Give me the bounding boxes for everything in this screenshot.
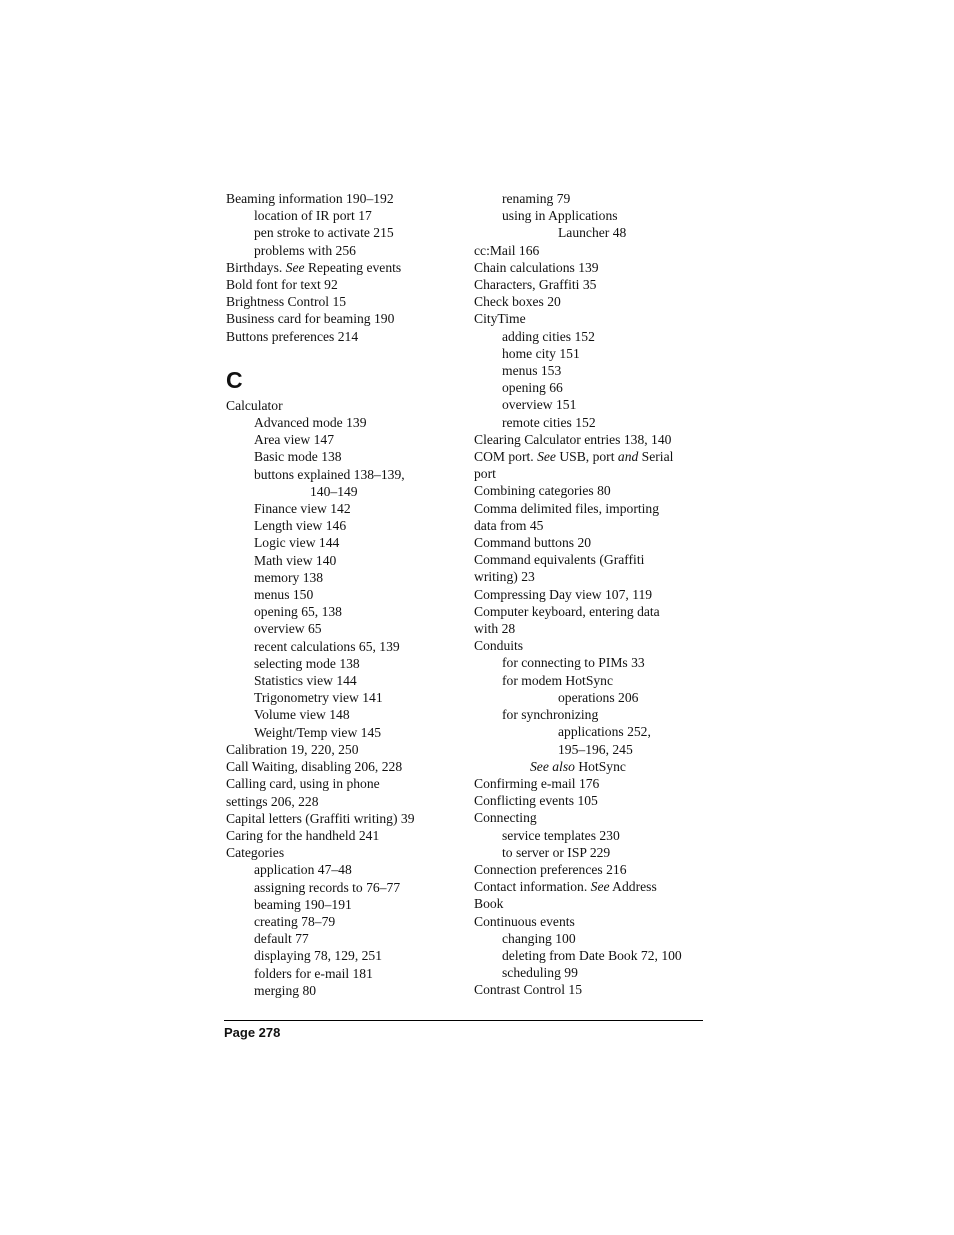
index-entry: service templates 230 xyxy=(502,827,620,843)
entry-text: Contact information. xyxy=(474,879,591,895)
index-entry: Trigonometry view 141 xyxy=(254,690,383,706)
index-entry: beaming 190–191 xyxy=(254,896,352,912)
index-entry: Statistics view 144 xyxy=(254,673,357,689)
index-entry: Capital letters (Graffiti writing) 39 xyxy=(226,810,415,826)
index-entry-com-port-cont: port xyxy=(474,466,496,482)
index-entry: Comma delimited files, importing xyxy=(474,500,660,516)
index-entry: for synchronizing xyxy=(502,707,599,723)
index-entry: overview 65 xyxy=(254,621,322,637)
index-entry: displaying 78, 129, 251 xyxy=(254,948,383,964)
index-entry: Confirming e-mail 176 xyxy=(474,775,600,791)
index-entry: Buttons preferences 214 xyxy=(226,328,359,344)
entry-text: USB, port xyxy=(555,449,618,465)
index-entry: Contrast Control 15 xyxy=(474,982,582,998)
index-entry: menus 150 xyxy=(254,587,314,603)
index-entry: Calibration 19, 220, 250 xyxy=(226,741,359,757)
entries-right-d xyxy=(474,913,709,999)
index-entry: buttons explained 138–139, xyxy=(254,466,405,482)
index-entry: Calculator xyxy=(226,397,283,413)
see-ref: See xyxy=(590,879,610,895)
index-entry: Compressing Day view 107, 119 xyxy=(474,586,653,602)
index-entry: Command equivalents (Graffiti xyxy=(474,552,645,568)
index-entry: Continuous events xyxy=(474,913,575,929)
index-entry: Categories xyxy=(226,845,285,861)
index-entry: Connection preferences 216 xyxy=(474,861,627,877)
index-entry: Combining categories 80 xyxy=(474,483,611,499)
entries-c xyxy=(226,397,461,999)
index-entry: adding cities 152 xyxy=(502,328,595,344)
index-entry: applications 252, xyxy=(558,724,651,740)
index-column-right xyxy=(474,190,709,999)
index-entry: 140–149 xyxy=(310,483,358,499)
index-entry: using in Applications xyxy=(502,208,618,224)
index-entry: Advanced mode 139 xyxy=(254,415,367,431)
index-entry: deleting from Date Book 72, 100 xyxy=(502,947,682,963)
see-ref: See xyxy=(537,449,556,465)
index-entry: Command buttons 20 xyxy=(474,535,592,551)
see-also-ref: See also xyxy=(530,758,575,774)
index-entry: Logic view 144 xyxy=(254,535,340,551)
index-entry-contact-info xyxy=(474,878,709,895)
index-entry-com-port xyxy=(474,448,709,465)
index-entry: Conduits xyxy=(474,638,524,654)
index-entry: Characters, Graffiti 35 xyxy=(474,277,597,293)
entry-text: Address xyxy=(609,879,657,895)
index-entry: opening 66 xyxy=(502,380,563,396)
index-entry: creating 78–79 xyxy=(254,913,336,929)
index-entry: memory 138 xyxy=(254,569,324,585)
entry-text: Birthdays. xyxy=(226,259,286,275)
and-ref: and xyxy=(617,449,639,465)
page-number: Page 278 xyxy=(224,1025,281,1040)
index-entry: default 77 xyxy=(254,931,309,947)
index-entry: Clearing Calculator entries 138, 140 xyxy=(474,431,672,447)
section-letter: C xyxy=(226,366,243,393)
index-entry: Beaming information 190–192 xyxy=(226,191,394,206)
index-entry: assigning records to 76–77 xyxy=(254,879,401,895)
index-entry: to server or ISP 229 xyxy=(502,844,611,860)
entries-right-b xyxy=(474,482,709,757)
index-entry: operations 206 xyxy=(558,689,639,705)
index-entry: Volume view 148 xyxy=(254,707,350,723)
index-entry: Math view 140 xyxy=(254,552,337,568)
index-entry: data from 45 xyxy=(474,517,544,533)
index-entry: Bold font for text 92 xyxy=(226,277,338,293)
index-entry: Computer keyboard, entering data xyxy=(474,603,660,619)
index-entry: Connecting xyxy=(474,810,537,826)
entry-text: COM port. xyxy=(474,449,538,465)
footer-divider xyxy=(224,1020,703,1021)
index-entry: cc:Mail 166 xyxy=(474,242,540,258)
entries-b-part2 xyxy=(226,276,461,345)
index-column-left xyxy=(226,190,461,999)
index-entry: folders for e-mail 181 xyxy=(254,965,373,981)
index-entry: renaming 79 xyxy=(502,191,571,206)
entries-b-part1 xyxy=(226,190,461,259)
index-entry-birthdays xyxy=(226,259,461,276)
entry-text: Serial xyxy=(638,449,674,465)
index-entry-see-also-hotsync xyxy=(474,758,709,775)
index-entry: application 47–48 xyxy=(254,862,352,878)
index-entry: settings 206, 228 xyxy=(226,793,319,809)
index-entry: for connecting to PIMs 33 xyxy=(502,655,645,671)
index-entry: scheduling 99 xyxy=(502,965,578,981)
index-entry: Call Waiting, disabling 206, 228 xyxy=(226,759,403,775)
index-entry: Launcher 48 xyxy=(558,225,627,241)
index-entry: pen stroke to activate 215 xyxy=(254,225,394,241)
index-entry: remote cities 152 xyxy=(502,414,596,430)
index-entry: location of IR port 17 xyxy=(254,208,372,224)
entries-right-a xyxy=(474,190,709,448)
index-entry: Business card for beaming 190 xyxy=(226,311,395,327)
index-entry: Chain calculations 139 xyxy=(474,259,599,275)
index-entry: Weight/Temp view 145 xyxy=(254,724,382,740)
index-entry: Brightness Control 15 xyxy=(226,294,347,310)
index-entry: Conflicting events 105 xyxy=(474,793,598,809)
index-entry: writing) 23 xyxy=(474,569,535,585)
index-entry: Calling card, using in phone xyxy=(226,776,380,792)
index-entry: home city 151 xyxy=(502,345,580,361)
index-entry: Area view 147 xyxy=(254,432,335,448)
index-entry: problems with 256 xyxy=(254,242,356,258)
index-entry: Length view 146 xyxy=(254,518,347,534)
index-entry: selecting mode 138 xyxy=(254,655,360,671)
index-entry: with 28 xyxy=(474,621,516,637)
index-entry: 195–196, 245 xyxy=(558,741,633,757)
index-entry: overview 151 xyxy=(502,397,577,413)
index-entry: Basic mode 138 xyxy=(254,449,342,465)
index-entry: CityTime xyxy=(474,311,526,327)
index-entry: Caring for the handheld 241 xyxy=(226,827,380,843)
index-entry: for modem HotSync xyxy=(502,672,614,688)
index-entry: merging 80 xyxy=(254,982,317,998)
index-entry-contact-info-cont: Book xyxy=(474,896,504,912)
index-entry: recent calculations 65, 139 xyxy=(254,638,400,654)
entry-text: Repeating events xyxy=(304,259,402,275)
index-entry: Check boxes 20 xyxy=(474,294,561,310)
entries-right-c xyxy=(474,775,709,878)
index-entry: changing 100 xyxy=(502,930,576,946)
entry-text: HotSync xyxy=(574,758,626,774)
index-entry: Finance view 142 xyxy=(254,501,351,517)
index-entry: opening 65, 138 xyxy=(254,604,342,620)
index-entry: menus 153 xyxy=(502,363,562,379)
see-ref: See xyxy=(285,259,305,275)
